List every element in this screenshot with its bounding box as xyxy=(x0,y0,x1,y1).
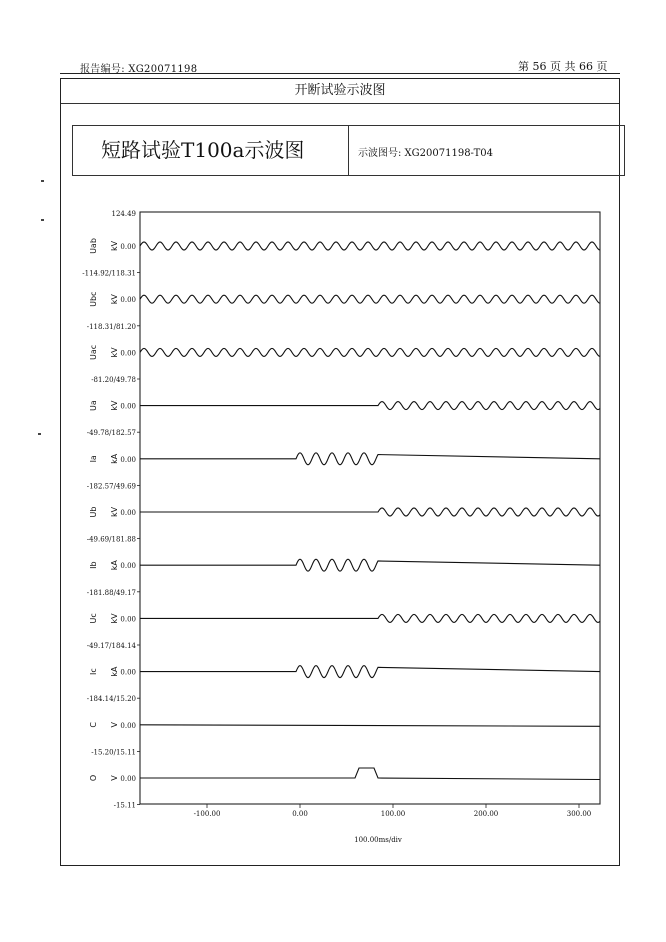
channel-name: Uc xyxy=(89,613,98,624)
channel-unit: kV xyxy=(110,506,119,518)
channel-name: Ib xyxy=(89,561,98,569)
channel-trace xyxy=(140,768,600,780)
channel-zero-label: 0.00 xyxy=(120,402,136,411)
frame-title: 开断试验示波图 xyxy=(61,79,619,104)
channel-zero-label: 0.00 xyxy=(120,668,136,677)
channel-range-label: -49.17/184.14 xyxy=(86,642,136,650)
channel-name: Ua xyxy=(89,400,98,411)
channel-zero-label: 0.00 xyxy=(120,562,136,571)
channel-top-value: 124.49 xyxy=(111,210,136,218)
x-tick-label: 0.00 xyxy=(292,810,308,818)
channel-name: Uab xyxy=(89,238,98,254)
channel-unit: kA xyxy=(110,666,119,677)
channel-unit: kV xyxy=(110,400,119,411)
channel-unit: kV xyxy=(110,240,119,252)
oscillogram-title: 短路试验T100a示波图 xyxy=(101,138,305,162)
channel-trace xyxy=(140,559,600,571)
channel-range-label: -181.88/49.17 xyxy=(86,588,136,597)
channel-zero-label: 0.00 xyxy=(120,349,136,358)
plot-area xyxy=(140,212,600,804)
channel-unit: V xyxy=(110,722,119,728)
channel-name: Ic xyxy=(89,668,98,675)
channel-trace xyxy=(140,242,600,250)
channel-range-label: -49.69/181.88 xyxy=(86,535,136,544)
channel-zero-label: 0.00 xyxy=(120,455,136,464)
channel-trace xyxy=(140,453,600,465)
channel-trace xyxy=(140,508,600,516)
channel-zero-label: 0.00 xyxy=(120,243,136,251)
channel-name: Ia xyxy=(89,455,98,463)
channel-trace xyxy=(140,402,600,410)
channel-unit: kV xyxy=(110,613,119,624)
x-tick-label: -100.00 xyxy=(193,810,221,818)
x-tick-label: 200.00 xyxy=(473,810,499,818)
channel-trace xyxy=(140,348,600,356)
channel-name: C xyxy=(89,722,98,728)
channel-zero-label: 0.00 xyxy=(120,721,136,730)
x-tick-label: 300.00 xyxy=(566,810,592,818)
channel-range-label: -49.78/182.57 xyxy=(86,429,136,438)
channel-range-label: -81.20/49.78 xyxy=(91,376,136,384)
channel-unit: V xyxy=(110,775,119,781)
channel-trace xyxy=(140,666,600,678)
channel-zero-label: 0.00 xyxy=(120,509,136,517)
channel-trace xyxy=(140,614,600,622)
channel-name: Ub xyxy=(89,506,98,518)
channel-unit: kA xyxy=(110,560,119,571)
channel-unit: kV xyxy=(110,294,119,305)
channel-unit: kA xyxy=(110,453,119,464)
x-axis-unit: 100.00ms/div xyxy=(354,836,402,844)
channel-name: Uac xyxy=(89,344,98,360)
x-tick-label: 100.00 xyxy=(380,810,406,818)
page-info: 第 56 页 共 66 页 xyxy=(518,60,608,73)
channel-name: O xyxy=(89,774,98,782)
channel-range-label: -184.14/15.20 xyxy=(86,695,136,704)
channel-trace xyxy=(140,295,600,303)
channel-range-label: -118.31/81.20 xyxy=(86,322,136,331)
channel-unit: kV xyxy=(110,347,119,358)
channel-range-label: -182.57/49.69 xyxy=(86,482,136,491)
channel-zero-label: 0.00 xyxy=(120,296,136,305)
channel-zero-label: 0.00 xyxy=(120,615,136,624)
channel-trace xyxy=(140,725,600,727)
report-number: 报告编号: XG20071198 xyxy=(80,64,198,75)
channel-range-label: -114.92/118.31 xyxy=(82,269,136,278)
channel-zero-label: 0.00 xyxy=(120,775,136,783)
oscillogram-number: 示波图号: XG20071198-T04 xyxy=(358,148,493,159)
channel-range-label: -15.11 xyxy=(113,801,136,810)
channel-name: Ubc xyxy=(89,291,98,307)
channel-range-label: -15.20/15.11 xyxy=(91,748,136,757)
